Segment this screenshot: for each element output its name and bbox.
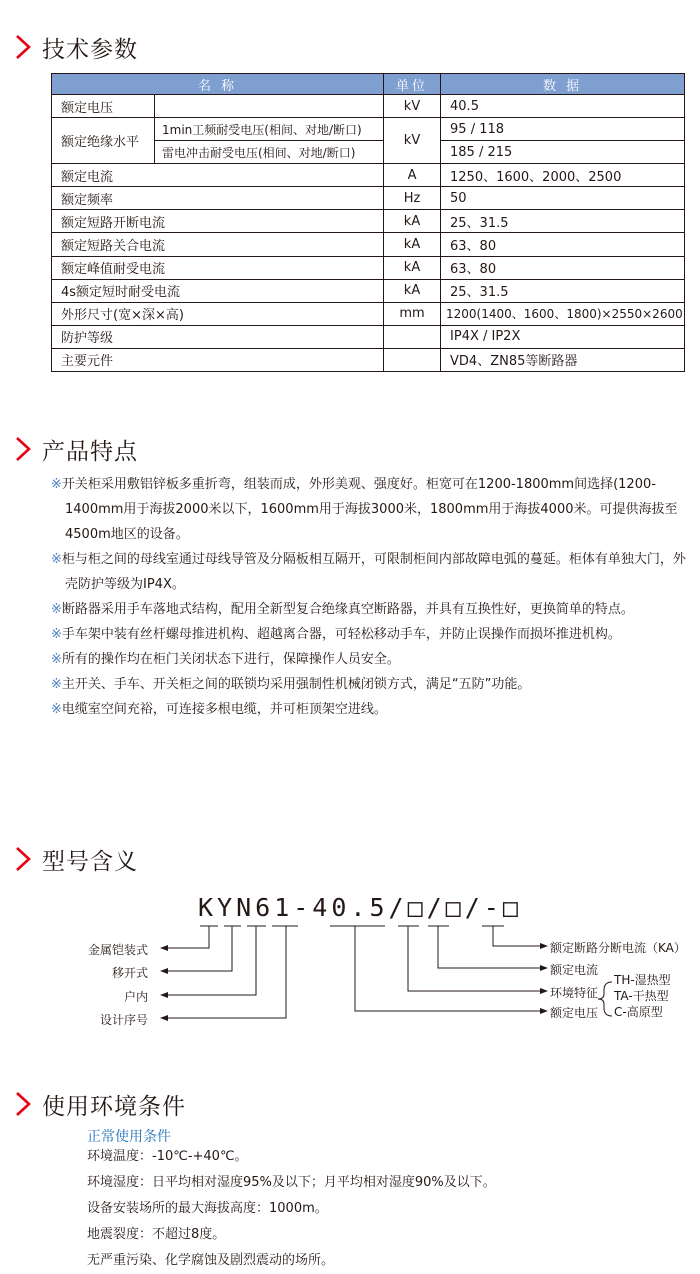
row-name: 额定绝缘水平	[52, 118, 155, 164]
list-item: ※开关柜采用敷铝锌板多重折弯，组装而成，外形美观、强度好。柜宽可在1200-1800mm间选择(1200-1400mm用于海拔2000米以下，1600mm用于海拔3000米，1800mm用于海拔4000米。可提供海拔至4500m地区的设备。	[51, 477, 678, 542]
row-unit: Hz	[384, 187, 441, 210]
row-value: 185 / 215	[441, 141, 685, 164]
row-value: VD4、ZN85等断路器	[441, 348, 685, 371]
header-name: 名 称	[52, 74, 384, 95]
row-sub: 雷电冲击耐受电压(相间、对地/断口)	[155, 141, 384, 164]
list-item: ※断路器采用手车落地式结构，配用全新型复合绝缘真空断路器，并具有互换性好，更换简单的特点。	[51, 602, 634, 617]
row-name: 额定短路关合电流	[52, 233, 384, 256]
row-unit: mm	[384, 302, 441, 325]
model-code: KYN61-40.5/□/□/-□	[198, 893, 522, 922]
note-mark: ※	[51, 627, 62, 642]
row-name: 额定短路开断电流	[52, 210, 384, 233]
env-option: C-高原型	[614, 1005, 663, 1019]
row-value: 63、80	[441, 256, 685, 279]
row-name: 额定电流	[52, 164, 384, 187]
row-name: 主要元件	[52, 348, 384, 371]
label-design-number: 设计序号	[100, 1013, 149, 1027]
label-withdrawable: 移开式	[112, 966, 149, 980]
list-item: 设备安装场所的最大海拔高度：1000m。	[87, 1201, 328, 1216]
row-unit: kA	[384, 256, 441, 279]
row-unit: kA	[384, 210, 441, 233]
row-value: 40.5	[441, 95, 685, 118]
label-environment: 环境特征	[550, 986, 599, 1000]
chevron-right-icon	[14, 1091, 32, 1117]
env-option: TA-干热型	[614, 989, 669, 1003]
row-value: 25、31.5	[441, 210, 685, 233]
section-title: 产品特点	[42, 438, 138, 465]
label-indoor: 户内	[124, 990, 149, 1004]
row-value: 25、31.5	[441, 279, 685, 302]
section-title: 型号含义	[42, 848, 138, 875]
header-unit: 单位	[384, 74, 441, 95]
note-mark: ※	[51, 702, 62, 717]
section-title: 使用环境条件	[42, 1093, 186, 1120]
list-item: ※主开关、手车、开关柜之间的联锁均采用强制性机械闭锁方式，满足“五防”功能。	[51, 677, 531, 692]
note-mark: ※	[51, 677, 62, 692]
note-mark: ※	[51, 477, 62, 492]
header-data: 数 据	[441, 74, 685, 95]
list-item: ※手车架中装有丝杆螺母推进机构、超越离合器，可轻松移动手车，并防止误操作而损坏推进机构。	[51, 627, 621, 642]
row-unit: kV	[384, 95, 441, 118]
env-option: TH-湿热型	[614, 973, 671, 987]
list-item: ※电缆室空间充裕，可连接多根电缆，并可柜顶架空进线。	[51, 702, 387, 717]
row-name: 额定峰值耐受电流	[52, 256, 384, 279]
row-value: 50	[441, 187, 685, 210]
row-unit: kV	[384, 118, 441, 164]
section-header-environment	[14, 1087, 186, 1121]
list-item: 环境温度：-10℃-+40℃。	[87, 1149, 248, 1164]
row-unit: A	[384, 164, 441, 187]
list-item: 地震裂度：不超过8度。	[87, 1227, 226, 1242]
label-metal-armored: 金属铠装式	[88, 943, 149, 957]
note-mark: ※	[51, 602, 62, 617]
note-mark: ※	[51, 552, 62, 567]
list-item: 环境湿度：日平均相对湿度95%及以下；月平均相对湿度90%及以下。	[87, 1175, 496, 1190]
list-item: ※柜与柜之间的母线室通过母线导管及分隔板相互隔开，可限制柜间内部故障电弧的蔓延。柜体有单独大门，外壳防护等级为IP4X。	[51, 552, 686, 592]
env-subtitle: 正常使用条件	[87, 1129, 171, 1145]
label-breaking-current: 额定断路分断电流（KA）	[550, 941, 686, 955]
row-name: 4s额定短时耐受电流	[52, 279, 384, 302]
list-item: ※所有的操作均在柜门关闭状态下进行，保障操作人员安全。	[51, 652, 400, 667]
row-value: 1250、1600、2000、2500	[441, 164, 685, 187]
label-rated-voltage: 额定电压	[550, 1006, 599, 1020]
row-unit: kA	[384, 279, 441, 302]
row-name: 额定频率	[52, 187, 384, 210]
list-item: 无严重污染、化学腐蚀及剧烈震动的场所。	[87, 1253, 335, 1268]
row-value: 1200(1400、1600、1800)×2550×2600	[441, 302, 685, 325]
label-rated-current: 额定电流	[550, 963, 599, 977]
row-name: 外形尺寸(宽×深×高)	[52, 302, 384, 325]
note-mark: ※	[51, 652, 62, 667]
row-value: 63、80	[441, 233, 685, 256]
env-conditions	[87, 1144, 496, 1274]
row-value: 95 / 118	[441, 118, 685, 141]
row-value: IP4X / IP2X	[441, 325, 685, 348]
row-unit: kA	[384, 233, 441, 256]
row-sub: 1min工频耐受电压(相间、对地/断口)	[155, 118, 384, 141]
section-title: 技术参数	[42, 36, 138, 63]
row-name: 额定电压	[52, 95, 155, 118]
row-name: 防护等级	[52, 325, 384, 348]
